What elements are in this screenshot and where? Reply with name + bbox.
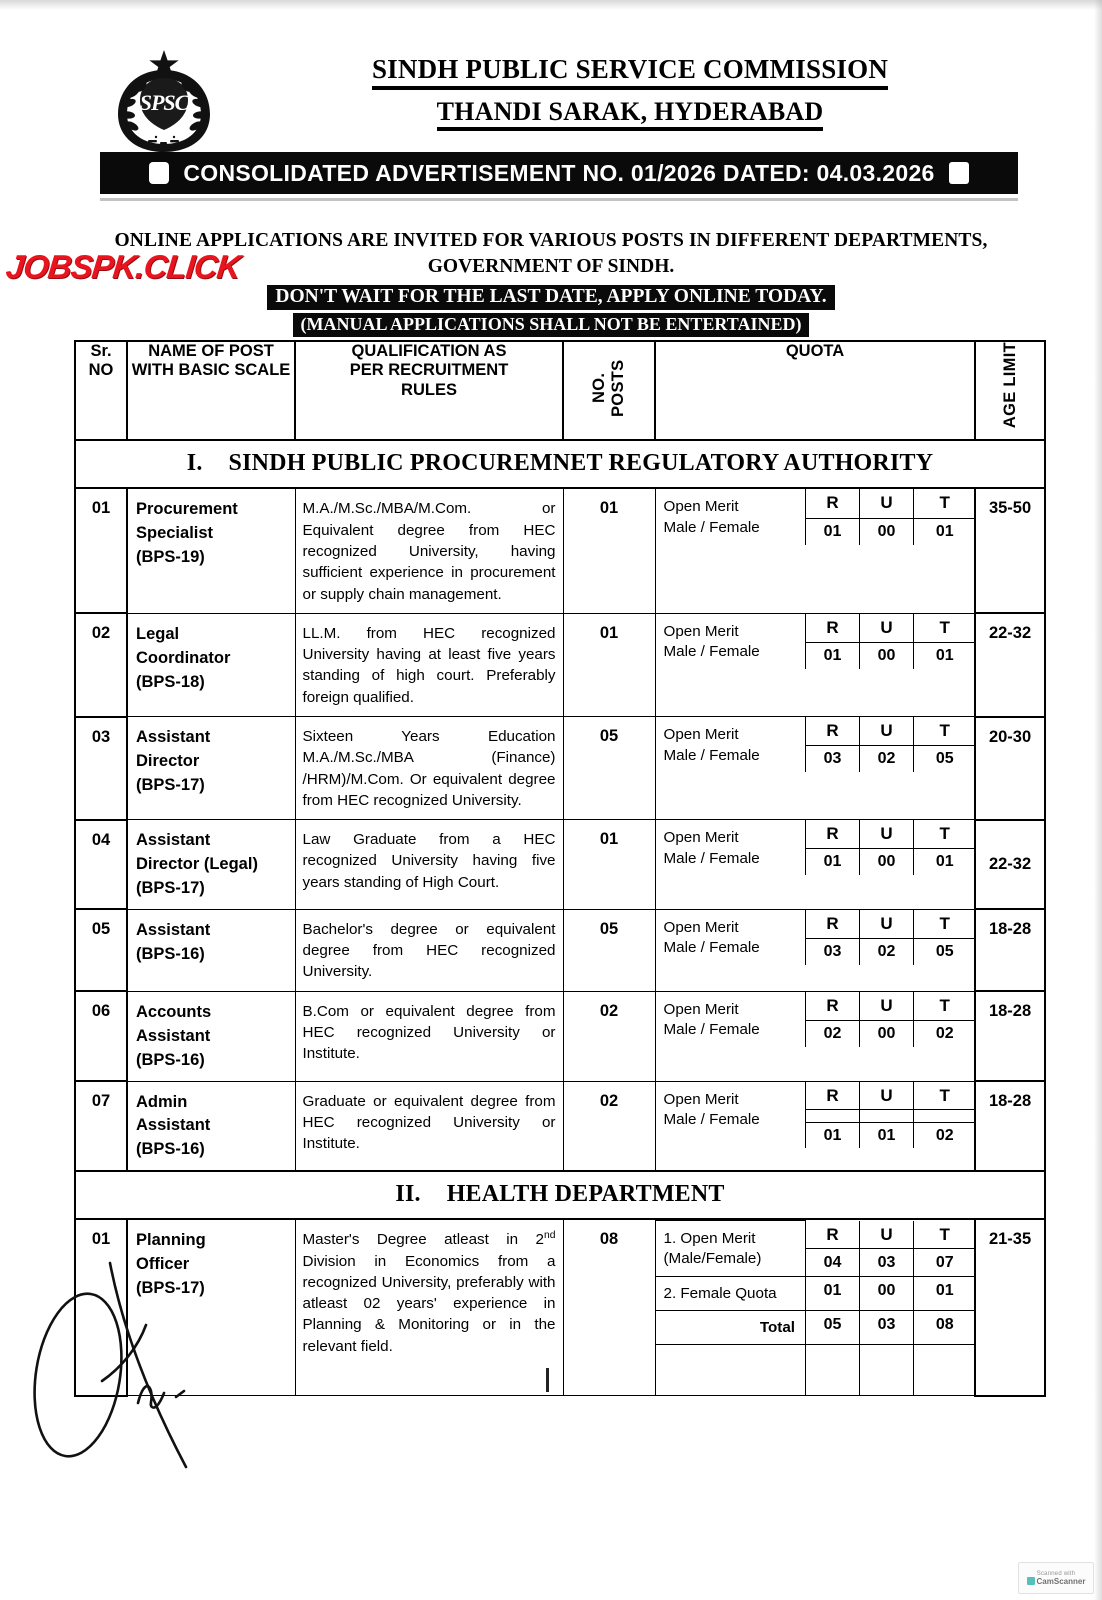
table-header	[75, 341, 1045, 440]
quota-head-u: U	[860, 614, 914, 643]
cell-age-limit: 22-32	[975, 613, 1045, 716]
quota-head-t: T	[914, 1082, 976, 1110]
table-row	[75, 1081, 1045, 1171]
camscanner-line2	[1027, 1577, 1086, 1586]
banner-blob-right-icon	[949, 162, 969, 184]
quota-head-t: T	[914, 820, 976, 849]
quota-head-r: R	[806, 717, 860, 746]
quota-label	[656, 1082, 806, 1148]
table-body	[75, 440, 1045, 1396]
quota-head-u: U	[860, 1082, 914, 1110]
quota-head-u: U	[860, 992, 914, 1021]
quota-value-t: 01	[914, 849, 976, 875]
quota-head-t: T	[914, 717, 976, 746]
th-sr-no	[75, 341, 127, 440]
quota-head-t: T	[914, 614, 976, 643]
post-scale: (BPS-16)	[136, 1050, 205, 1069]
cell-qualification: Sixteen Years Education M.A./M.Sc./MBA (Finance) /HRM)/M.Com. Or equivalent degree from HEC recognized University.	[295, 717, 563, 820]
quota-value-u: 01	[860, 1122, 914, 1148]
scan-edge-top	[0, 0, 1102, 10]
quota-value-u: 02	[860, 938, 914, 964]
th-qual-line2: PER RECRUITMENT	[349, 361, 509, 380]
th-no-posts-label: NO. POSTS	[590, 359, 627, 417]
quota-label-line1: Open Merit	[663, 498, 739, 516]
quota-label-line1: 1. Open Merit	[663, 1229, 756, 1247]
organization-title	[250, 54, 1010, 131]
org-name-line1: SINDH PUBLIC SERVICE COMMISSION	[372, 54, 888, 90]
cell-no-posts: 01	[563, 820, 655, 910]
quota-label-line1: Open Merit	[663, 1000, 739, 1018]
quota-value-u: 00	[860, 518, 914, 544]
table-row	[75, 991, 1045, 1081]
cell-quota	[655, 613, 975, 716]
th-qual-line1: QUALIFICATION AS	[351, 342, 507, 360]
post-line: Assistant	[136, 920, 211, 939]
quota-value-r: 01	[806, 1122, 860, 1148]
quota-value-u: 03	[860, 1248, 914, 1276]
camscanner-brand: CamScanner	[1036, 1576, 1086, 1586]
quota-value-r: 02	[806, 1020, 860, 1046]
cell-age-limit: 35-50	[975, 488, 1045, 613]
th-no-posts	[563, 341, 655, 440]
section-banner-health	[75, 1171, 1045, 1219]
post-line: Accounts	[136, 1002, 212, 1021]
table-header-row	[75, 341, 1045, 440]
post-scale: (BPS-16)	[136, 1140, 205, 1159]
quota-label	[656, 910, 806, 965]
quota-label	[656, 1221, 806, 1277]
cell-age-limit: 18-28	[975, 991, 1045, 1081]
page-number-marker	[546, 1368, 549, 1392]
quota-label-total: Total	[656, 1311, 806, 1345]
org-address-line2: THANDI SARAK, HYDERABAD	[437, 97, 824, 132]
th-age-limit	[975, 341, 1045, 440]
post-line: Assistant	[136, 728, 211, 746]
cell-qualification: Bachelor's degree or equivalent degree from HEC recognized University.	[295, 909, 563, 991]
quota-head-t: T	[914, 489, 976, 518]
quota-label-line2: Male / Female	[663, 518, 760, 536]
quota-head-r: R	[806, 614, 860, 643]
th-age-limit-label: AGE LIMIT	[1000, 342, 1019, 429]
quota-head-u: U	[860, 1221, 914, 1249]
quota-total-r: 05	[806, 1311, 860, 1345]
quota-total-t: 08	[914, 1311, 976, 1345]
quota-label-line2: Male / Female	[663, 1111, 760, 1129]
quota-value-u: 00	[860, 1276, 914, 1310]
quota-value-t: 02	[914, 1020, 976, 1046]
cell-quota	[655, 717, 975, 820]
cell-sr-no: 01	[75, 1219, 127, 1396]
post-line: Planning	[136, 1231, 206, 1250]
post-scale: (BPS-16)	[136, 944, 205, 963]
quota-value-t: 05	[914, 938, 976, 964]
table-row	[75, 488, 1045, 613]
cell-age-limit: 18-28	[975, 1081, 1045, 1171]
document-header	[0, 40, 1102, 170]
qual-post: Division in Economics from a recognized University, preferably with atleast 02 years' experience in Planning & Monitoring or in the relevant field.	[302, 1252, 556, 1355]
quota-label-line2: Male / Female	[663, 849, 760, 867]
quota-value-t: 05	[914, 746, 976, 772]
post-line: Legal	[136, 624, 180, 643]
section-roman-2: II.	[395, 1181, 421, 1208]
quota-head-r: R	[806, 1082, 860, 1110]
cell-sr-no: 04	[75, 820, 127, 910]
quota-value-r: 03	[806, 746, 860, 772]
quota-value-u: 02	[860, 746, 914, 772]
intro-highlight-apply-today: DON'T WAIT FOR THE LAST DATE, APPLY ONLINE TODAY.	[267, 285, 834, 310]
cell-qualification: B.Com or equivalent degree from HEC recognized University or Institute.	[295, 991, 563, 1081]
camscanner-line1: Scanned with	[1036, 1570, 1076, 1577]
cell-post-name	[127, 717, 295, 820]
cell-post-name	[127, 909, 295, 991]
quota-label	[656, 489, 806, 544]
section-roman-1: I.	[186, 450, 203, 477]
handwritten-signature	[18, 1255, 278, 1485]
cell-quota	[655, 991, 975, 1081]
quota-value-r: 04	[806, 1248, 860, 1276]
advertisement-banner	[100, 152, 1018, 194]
cell-qualification: LL.M. from HEC recognized University having at least five years standing of high court. Preferably foreign qualified.	[295, 613, 563, 716]
cell-no-posts: 05	[563, 717, 655, 820]
quota-value-u: 00	[860, 849, 914, 875]
quota-head-u: U	[860, 820, 914, 849]
quota-label-line1: Open Merit	[663, 918, 739, 936]
quota-value-r: 01	[806, 1276, 860, 1310]
quota-label-line1: Open Merit	[663, 726, 739, 743]
quota-label-line1: Open Merit	[663, 829, 739, 847]
quota-head-r: R	[806, 489, 860, 518]
cell-no-posts: 02	[563, 991, 655, 1081]
quota-head-r: R	[806, 992, 860, 1021]
quota-label-line2: Male / Female	[663, 1021, 760, 1039]
cell-post-name	[127, 991, 295, 1081]
quota-value-r: 01	[806, 518, 860, 544]
post-line: Director	[136, 751, 200, 770]
quota-head-u: U	[860, 717, 914, 746]
table-row	[75, 909, 1045, 991]
section-title-1: SINDH PUBLIC PROCUREMNET REGULATORY AUTHORITY	[228, 450, 934, 477]
cell-no-posts: 08	[563, 1219, 655, 1396]
quota-value-r: 01	[806, 642, 860, 668]
th-sr-no-line2: NO	[88, 361, 114, 380]
post-line: Coordinator	[136, 648, 231, 667]
cell-age-limit: 21-35	[975, 1219, 1045, 1396]
th-qualification	[295, 341, 563, 440]
cell-post-name	[127, 613, 295, 716]
quota-label-line2: Male / Female	[663, 746, 760, 764]
post-scale: (BPS-17)	[136, 878, 205, 897]
quota-value-t: 01	[914, 642, 976, 668]
quota-head-u: U	[860, 910, 914, 939]
cell-sr-no: 07	[75, 1081, 127, 1171]
quota-label	[656, 614, 806, 669]
quota-value-t: 01	[914, 1276, 976, 1310]
th-quota-label: QUOTA	[785, 342, 845, 360]
quota-head-r: R	[806, 910, 860, 939]
intro-highlight-manual-not-entertained: (MANUAL APPLICATIONS SHALL NOT BE ENTERTAINED)	[293, 313, 810, 337]
quota-head-t: T	[914, 1221, 976, 1249]
quota-label	[656, 820, 806, 875]
cell-quota	[655, 909, 975, 991]
table-row	[75, 613, 1045, 716]
jobspk-watermark: JOBSPK.CLICK	[4, 248, 242, 285]
cell-quota	[655, 488, 975, 613]
quota-value-u: 00	[860, 642, 914, 668]
quota-head-r: R	[806, 820, 860, 849]
cell-qualification: Law Graduate from a HEC recognized University having five years standing of High Court.	[295, 820, 563, 910]
cell-no-posts: 01	[563, 613, 655, 716]
cell-post-name	[127, 488, 295, 613]
quota-value-t: 01	[914, 518, 976, 544]
section-banner-row	[75, 440, 1045, 488]
cell-sr-no: 03	[75, 717, 127, 820]
post-line: Admin	[136, 1092, 188, 1111]
quota-total-u: 03	[860, 1311, 914, 1345]
th-sr-no-line1: Sr.	[90, 342, 112, 360]
quota-head-r: R	[806, 1221, 860, 1249]
cell-age-limit: 18-28	[975, 909, 1045, 991]
quota-value-t: 02	[914, 1122, 976, 1148]
post-line: Officer	[136, 1255, 190, 1274]
spsc-emblem-logo	[112, 48, 216, 156]
cell-no-posts: 02	[563, 1081, 655, 1171]
cell-qualification: M.A./M.Sc./MBA/M.Com. or Equivalent degree from HEC recognized University, having sufficient experience in procurement or supply chain management.	[295, 488, 563, 613]
camscanner-watermark	[1018, 1562, 1094, 1594]
quota-label-line2: Male / Female	[663, 643, 760, 661]
camscanner-badge-icon	[1027, 1577, 1035, 1585]
intro-line-1: ONLINE APPLICATIONS ARE INVITED FOR VARIOUS POSTS IN DIFFERENT DEPARTMENTS,	[114, 230, 988, 251]
cell-no-posts: 01	[563, 488, 655, 613]
advertisement-number-text: CONSOLIDATED ADVERTISEMENT NO. 01/2026 DATED: 04.03.2026	[183, 159, 935, 186]
cell-quota	[655, 1081, 975, 1171]
post-line: Assistant	[136, 831, 211, 850]
intro-line-2: GOVERNMENT OF SINDH.	[427, 256, 675, 278]
svg-text:SPSC: SPSC	[139, 90, 189, 115]
cell-quota	[655, 820, 975, 910]
post-line: Procurement	[136, 500, 238, 519]
post-scale: (BPS-17)	[136, 1279, 205, 1298]
quota-head-t: T	[914, 992, 976, 1021]
section-banner-row	[75, 1171, 1045, 1219]
posts-table	[74, 340, 1046, 1397]
quota-label-line1: Open Merit	[663, 1090, 739, 1108]
th-post-line2: WITH BASIC SCALE	[131, 361, 291, 380]
post-line: Director (Legal)	[136, 855, 258, 874]
quota-head-t: T	[914, 910, 976, 939]
section-banner-sppra	[75, 440, 1045, 488]
table-row	[75, 717, 1045, 820]
cell-quota	[655, 1219, 975, 1396]
cell-age-limit: 22-32	[975, 820, 1045, 910]
table-row	[75, 820, 1045, 910]
banner-underline	[100, 198, 1018, 201]
qual-superscript: nd	[544, 1230, 556, 1242]
post-line: Specialist	[136, 524, 214, 543]
quota-label-line1: Open Merit	[663, 622, 739, 640]
cell-sr-no: 05	[75, 909, 127, 991]
cell-sr-no: 06	[75, 991, 127, 1081]
quota-value-u: 00	[860, 1020, 914, 1046]
quota-value-r: 03	[806, 938, 860, 964]
quota-label	[656, 717, 806, 772]
th-qual-line3: RULES	[401, 380, 457, 399]
cell-post-name	[127, 1081, 295, 1171]
cell-qualification	[295, 1219, 563, 1396]
th-post-line1: NAME OF POST	[148, 342, 274, 360]
cell-no-posts: 05	[563, 909, 655, 991]
qual-pre: Master's Degree atleast in 2	[302, 1231, 544, 1249]
quota-label	[656, 992, 806, 1047]
cell-sr-no: 01	[75, 488, 127, 613]
cell-post-name	[127, 820, 295, 910]
cell-sr-no: 02	[75, 613, 127, 716]
section-title-2: HEALTH DEPARTMENT	[446, 1181, 725, 1208]
post-line: Assistant	[136, 1026, 211, 1045]
th-quota	[655, 341, 975, 440]
quota-value-t: 07	[914, 1248, 976, 1276]
quota-head-u: U	[860, 489, 914, 518]
quota-label-line2: (Male/Female)	[663, 1250, 762, 1268]
quota-label-female: 2. Female Quota	[656, 1276, 806, 1310]
quota-value-r: 01	[806, 849, 860, 875]
cell-qualification: Graduate or equivalent degree from HEC recognized University or Institute.	[295, 1081, 563, 1171]
th-name-of-post	[127, 341, 295, 440]
banner-blob-left-icon	[149, 162, 169, 184]
quota-label-line2: Male / Female	[663, 939, 760, 957]
post-line: Assistant	[136, 1116, 211, 1135]
cell-age-limit: 20-30	[975, 717, 1045, 820]
post-scale: (BPS-18)	[136, 672, 205, 691]
post-scale: (BPS-17)	[136, 775, 205, 794]
post-scale: (BPS-19)	[136, 548, 205, 567]
